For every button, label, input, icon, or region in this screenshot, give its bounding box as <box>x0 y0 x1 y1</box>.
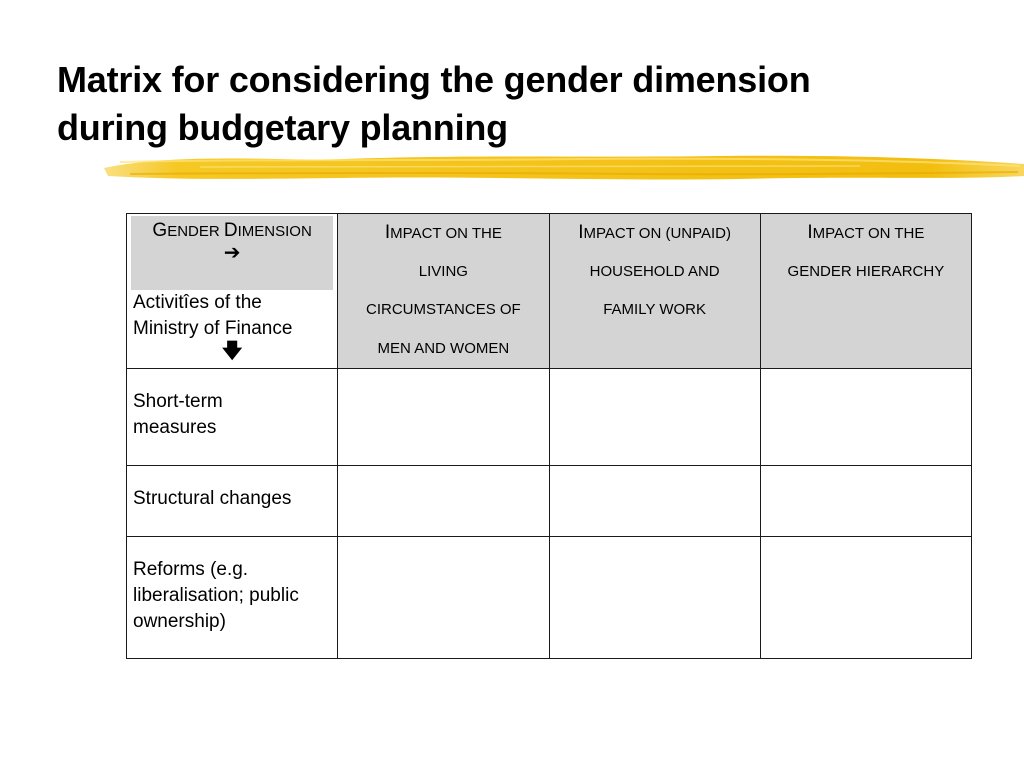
table-row <box>127 466 972 537</box>
matrix-cell <box>549 466 760 537</box>
column-header-household-work: IMPACT ON (UNPAID) HOUSEHOLD AND FAMILY WORK <box>549 214 760 369</box>
matrix-cell <box>549 369 760 466</box>
column-header-gender-hierarchy: IMPACT ON THE GENDER HIERARCHY <box>760 214 971 369</box>
arrow-down-icon: 🡇 <box>221 340 243 362</box>
row-label-reforms: Reforms (e.g. liberalisation; public ownership) <box>127 537 338 659</box>
matrix-cell <box>760 537 971 659</box>
row-label-structural-changes: Structural changes <box>127 466 338 537</box>
corner-header-cell <box>127 214 338 369</box>
activities-label: Activitîes of the Ministry of Finance 🡇 <box>127 290 337 368</box>
column-header-living-circumstances: IMPACT ON THE LIVING CIRCUMSTANCES OF MEN AND WOMEN <box>338 214 549 369</box>
matrix-cell <box>760 466 971 537</box>
matrix-cell <box>338 466 549 537</box>
gender-dimension-label: GENDER DIMENSION ➔ <box>131 216 333 290</box>
gender-matrix-table <box>126 213 972 659</box>
title-line-2: during budgetary planning <box>57 107 508 148</box>
table-row <box>127 537 972 659</box>
highlight-brush-stroke <box>100 146 1024 190</box>
matrix-cell <box>338 537 549 659</box>
arrow-right-icon: ➔ <box>223 242 241 264</box>
matrix-cell <box>549 537 760 659</box>
slide-title <box>57 56 977 152</box>
matrix-cell <box>338 369 549 466</box>
header-row <box>127 214 972 369</box>
row-label-short-term: Short-term measures <box>127 369 338 466</box>
matrix-cell <box>760 369 971 466</box>
table-row <box>127 369 972 466</box>
title-line-1: Matrix for considering the gender dimension <box>57 59 811 100</box>
